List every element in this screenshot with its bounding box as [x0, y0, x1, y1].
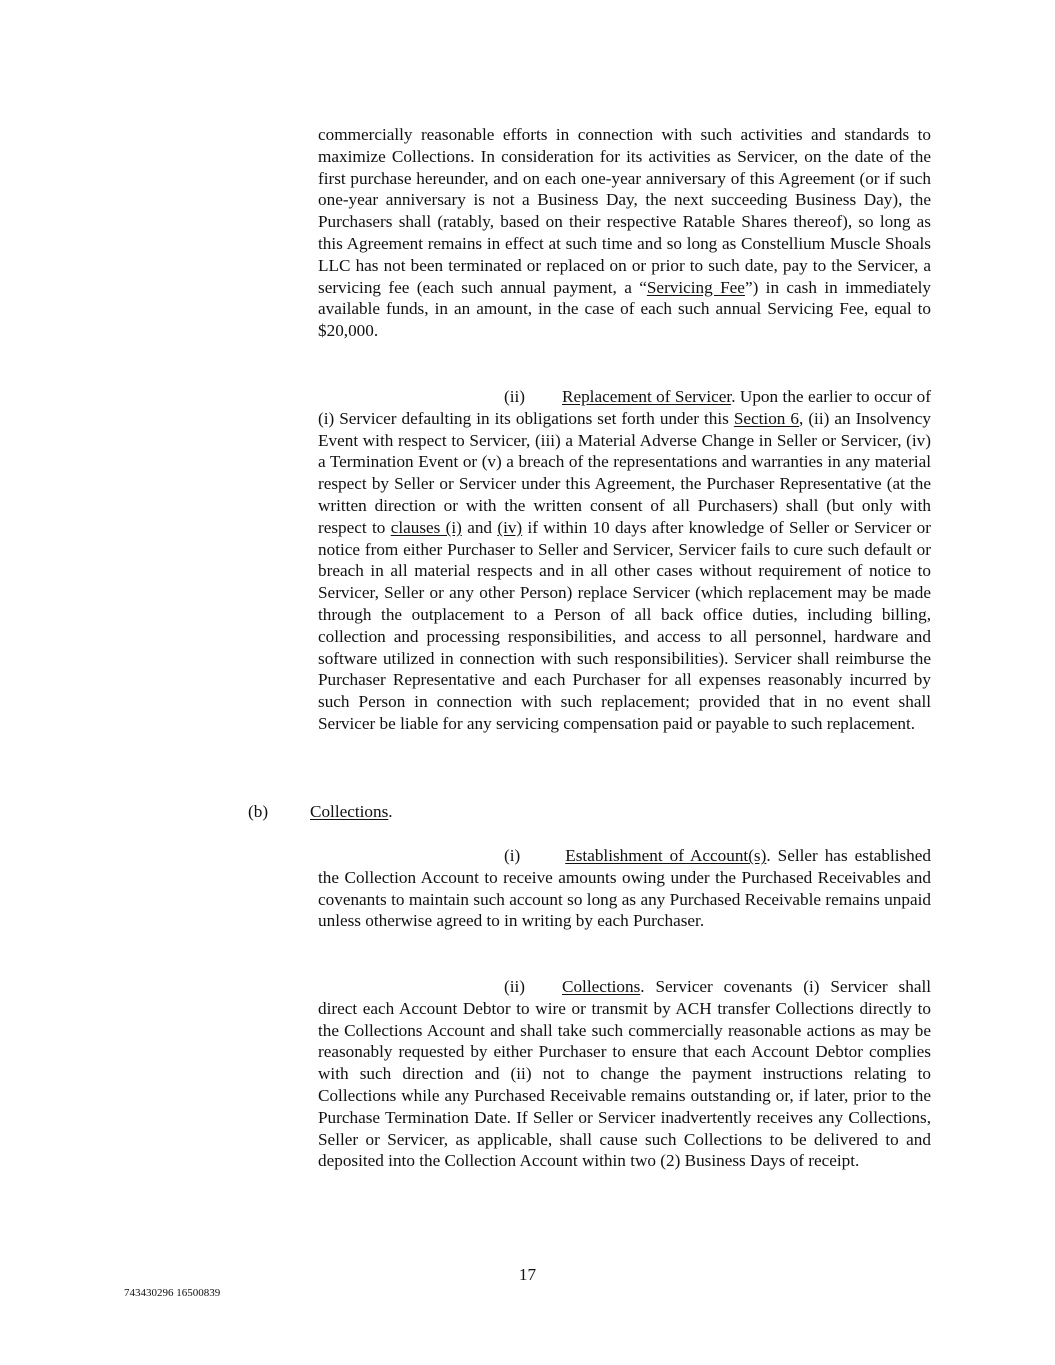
section-b-heading — [248, 801, 268, 823]
section-b-title — [310, 801, 393, 823]
subparagraph-number: (ii) — [504, 977, 525, 996]
section-number: (b) — [248, 802, 269, 821]
document-id: 743430296 16500839 — [124, 1287, 221, 1299]
paragraph-a-ii — [318, 386, 931, 735]
paragraph-text: ”) in cash in immediately available funds, in an amount, in the case of each such annual Servicing Fee, equal to $20,000. — [318, 277, 931, 341]
paragraph-text: . Servicer covenants (i) Servicer shall direct each Account Debtor to wire or transmit by ACH transfer Collections directly to the Collections Account and shall take such commercially reasonable actions as may be reasonably requested by either Purchaser to ensure that each Account Debtor complies with such direction and (ii) not to change the payment instructions relating to Collections while any Purchased Receivable remains outstanding or, if later, prior to the Purchase Termination Date. If Seller or Servicer inadvertently receives any Collections, Seller or Servicer, as applicable, shall cause such Collections to be delivered to and deposited into the Collection Account within two (2) Business Days of receipt. — [318, 977, 931, 1171]
paragraph-b-i — [318, 845, 931, 932]
defined-term-servicing-fee: Servicing Fee — [646, 277, 745, 297]
subparagraph-number: (i) — [504, 846, 521, 865]
cross-reference-section-6: Section 6 — [733, 408, 799, 428]
subparagraph-number: (ii) — [504, 387, 525, 406]
paragraph-text: and — [461, 517, 498, 537]
paragraph-text: . Upon the earlier to occur of (i) Servicer defaulting in its obligations set forth under this — [318, 387, 931, 428]
paragraph-text: commercially reasonable efforts in connection with such activities and standards to maximize Collections. In consideration for its activities as Servicer, on the date of the first purchase hereunder, and on each one-year anniversary of this Agreement (or if such one-year anniversary is not a Business Day, the next succeeding Business Day), the Purchasers shall (ratably, based on their respective Ratable Shares thereof), so long as this Agreement remains in effect at such time and so long as Constellium Muscle Shoals LLC has not been terminated or replaced on or prior to such date, pay to the Servicer, a servicing fee (each such annual payment, a “ — [318, 125, 931, 297]
paragraph-text: if within 10 days after knowledge of Seller or Servicer or notice from either Purchaser to Seller and Servicer, Servicer fails to cure such default or breach in all material respects and in all other cases without requirement of notice to Servicer, Seller or any other Person) replace Servicer (which replacement may be made through the outplacement to a Person of all back office duties, including billing, collection and processing responsibilities, and access to all personnel, hardware and software utilized in connection with such responsibilities). Servicer shall reimburse the Purchaser Representative and each Purchaser for all expenses reasonably incurred by such Person in connection with such replacement; provided that in no event shall Servicer be liable for any servicing compensation paid or payable to such replacement. — [318, 517, 931, 733]
subparagraph-heading: Establishment of Account(s) — [565, 846, 767, 865]
page-number: 17 — [518, 1265, 537, 1284]
paragraph-text: , (ii) an Insolvency Event with respect to Servicer, (iii) a Material Adverse Change in Seller or Servicer, (iv) a Termination Event or (v) a breach of the representations and warranties in any material respect by Seller or Servicer under this Agreement, the Purchaser Representative (at the written direction or with the written consent of all Purchasers) shall (but only with respect to — [318, 408, 931, 537]
cross-reference-clause-i: clauses (i) — [390, 517, 462, 537]
cross-reference-clause-iv: (iv) — [497, 517, 523, 537]
section-heading-period: . — [388, 802, 393, 821]
paragraph-b-ii — [318, 976, 931, 1172]
subparagraph-heading: Replacement of Servicer — [562, 387, 732, 406]
paragraph-a-i-continuation — [318, 124, 931, 342]
subparagraph-heading: Collections — [562, 977, 641, 996]
section-heading: Collections — [310, 802, 389, 821]
paragraph-text: . Seller has established the Collection Account to receive amounts owing under the Purchased Receivables and covenants to maintain such account so long as any Purchased Receivable remains unpaid unless otherwise agreed to in writing by each Purchaser. — [318, 846, 931, 931]
